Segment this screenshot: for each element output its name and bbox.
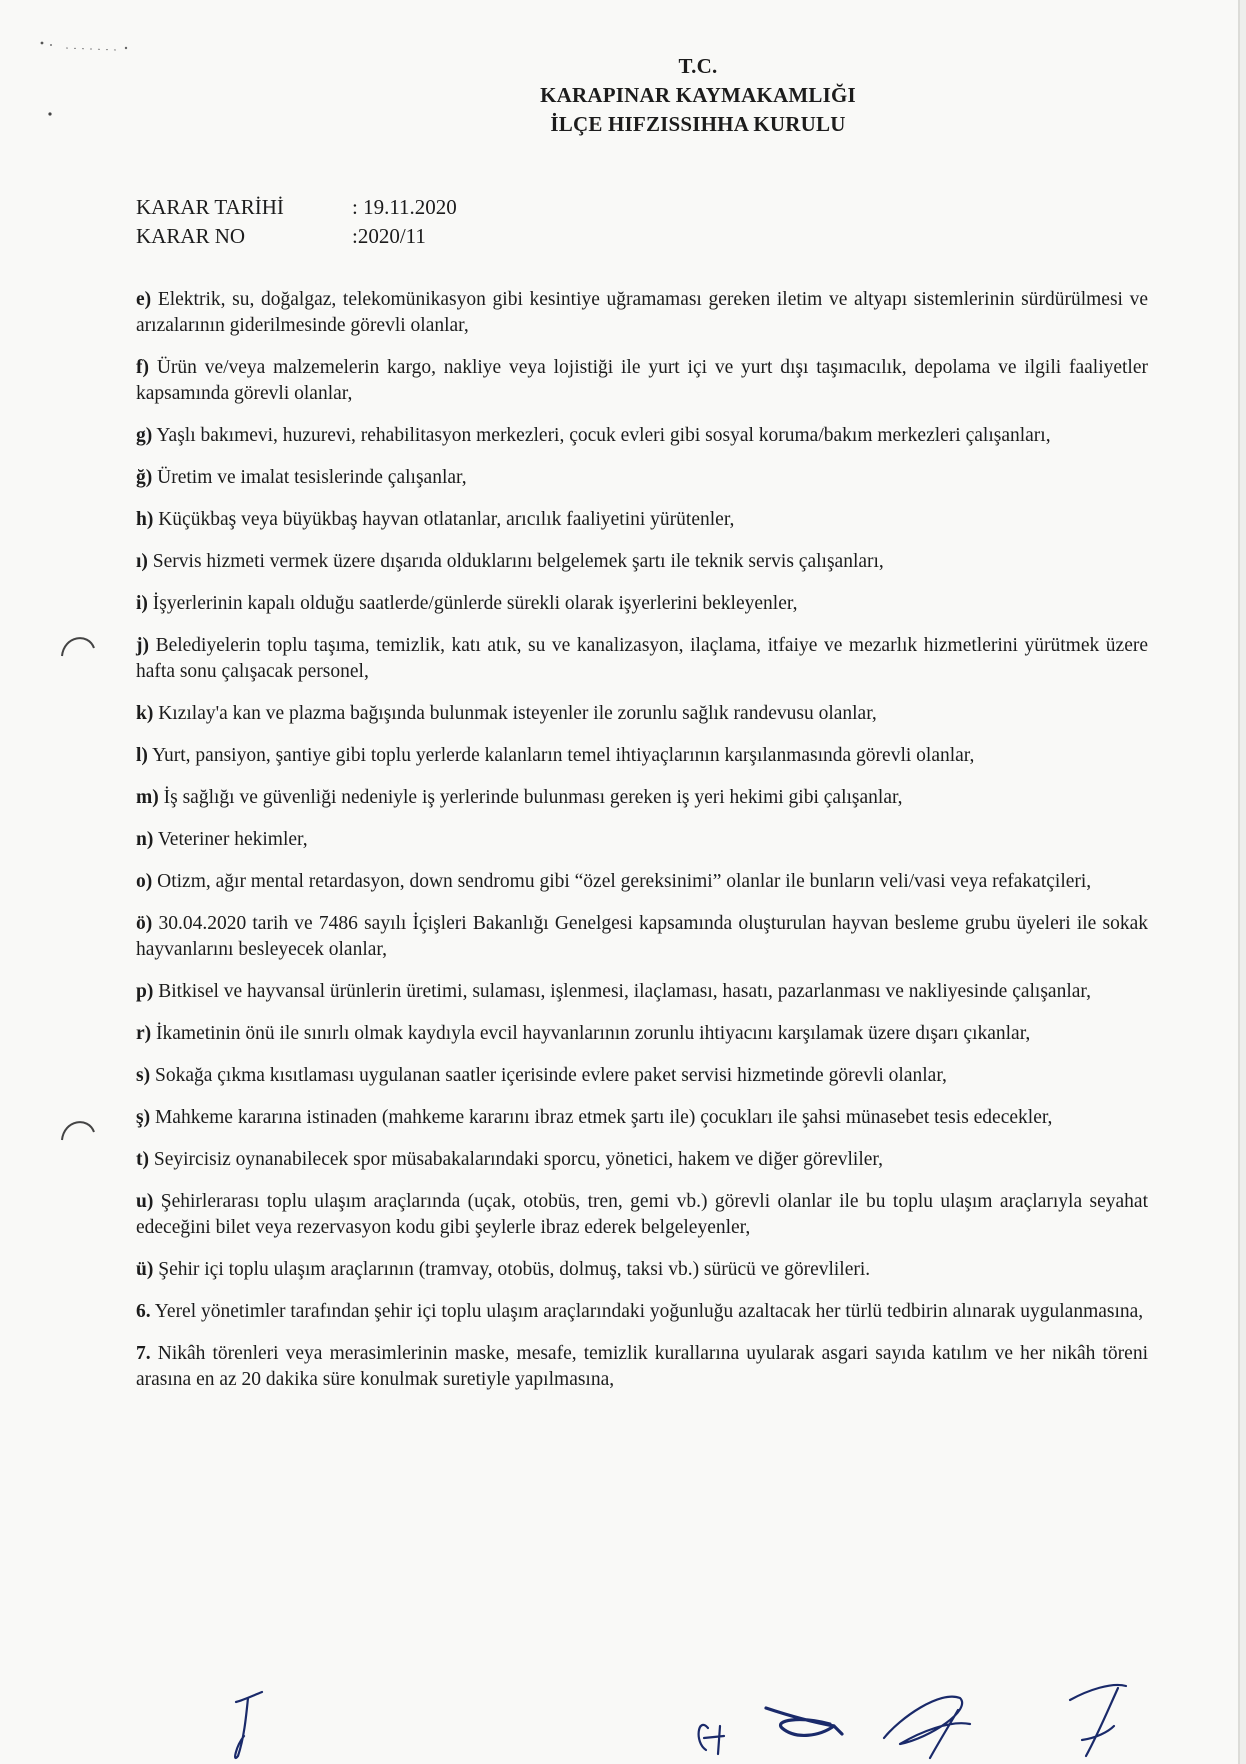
list-item-marker: f)	[136, 357, 149, 378]
list-item-marker: g)	[136, 425, 153, 446]
decision-number-label: KARAR NO	[136, 224, 246, 248]
signature-1	[235, 1692, 262, 1758]
list-item-marker: k)	[136, 703, 154, 724]
list-item	[136, 911, 1148, 963]
list-item-marker: m)	[136, 787, 159, 808]
list-item-text: Yerel yönetimler tarafından şehir içi toplu ulaşım araçlarındaki yoğunluğu azaltacak her türlü tedbirin alınarak uygulanmasına,	[154, 1301, 1144, 1322]
list-item	[136, 633, 1148, 685]
list-item	[136, 465, 1148, 491]
list-item	[136, 355, 1148, 407]
list-item-marker: o)	[136, 871, 153, 892]
list-item	[136, 591, 1148, 617]
punch-hole-mark	[58, 1110, 98, 1150]
list-item-text: Seyircisiz oynanabilecek spor müsabakalarındaki sporcu, yönetici, hakem ve diğer görevliler,	[153, 1149, 884, 1170]
list-item-marker: n)	[136, 829, 154, 850]
list-item	[136, 507, 1148, 533]
list-item	[136, 1341, 1148, 1393]
decision-meta	[136, 193, 457, 251]
list-item	[136, 979, 1148, 1005]
list-item-marker: ı)	[136, 551, 148, 572]
signature-3	[766, 1708, 842, 1735]
list-item	[136, 827, 1148, 853]
list-item-text: Yurt, pansiyon, şantiye gibi toplu yerlerde kalanların temel ihtiyaçlarının karşılanmasında görevli olanlar,	[152, 745, 975, 766]
list-item-marker: p)	[136, 981, 154, 1002]
list-item-text: Şehir içi toplu ulaşım araçlarının (tramvay, otobüs, dolmuş, taksi vb.) sürücü ve görevlileri.	[158, 1259, 871, 1280]
decision-date-label: KARAR TARİHİ	[136, 195, 284, 219]
list-item-text: Mahkeme kararına istinaden (mahkeme kararını ibraz etmek şartı ile) çocukları ile şahsi münasebet tesis edecekler,	[154, 1107, 1053, 1128]
list-item	[136, 1021, 1148, 1047]
list-item-marker: h)	[136, 509, 154, 530]
list-item-marker: ö)	[136, 913, 153, 934]
list-item-text: Üretim ve imalat tesislerinde çalışanlar,	[157, 467, 467, 488]
list-item	[136, 1189, 1148, 1241]
list-item-text: Ürün ve/veya malzemelerin kargo, nakliye veya lojistiği ile yurt içi ve yurt dışı taşımacılık, depolama ve ilgili faaliyetler kapsamında görevli olanlar,	[136, 357, 1148, 404]
list-item	[136, 869, 1148, 895]
list-item-marker: e)	[136, 289, 152, 310]
list-item	[136, 701, 1148, 727]
list-item-marker: s)	[136, 1065, 151, 1086]
list-item	[136, 549, 1148, 575]
list-item-marker: l)	[136, 745, 148, 766]
document-body	[136, 287, 1148, 1409]
document-header	[0, 52, 1246, 139]
list-item	[136, 743, 1148, 769]
list-item-text: 30.04.2020 tarih ve 7486 sayılı İçişleri Bakanlığı Genelgesi kapsamında oluşturulan hayvan besleme grubu üyeleri ile sokak hayvanlarını besleyecek olanlar,	[136, 913, 1148, 960]
list-item-marker: r)	[136, 1023, 152, 1044]
list-item-text: İşyerlerinin kapalı olduğu saatlerde/günlerde sürekli olarak işyerlerini bekleyenler,	[152, 593, 798, 614]
list-item	[136, 1063, 1148, 1089]
list-item-text: Veteriner hekimler,	[157, 829, 308, 850]
list-item-text: Bitkisel ve hayvansal ürünlerin üretimi, sulaması, işlenmesi, ilaçlaması, hasatı, pazarlanması ve nakliyesinde çalışanlar,	[158, 981, 1091, 1002]
list-item-marker: ş)	[136, 1107, 151, 1128]
signatures	[0, 1680, 1246, 1764]
list-item-text: Yaşlı bakımevi, huzurevi, rehabilitasyon merkezleri, çocuk evleri gibi sosyal koruma/bakım merkezleri çalışanları,	[156, 425, 1051, 446]
list-item	[136, 287, 1148, 339]
list-item-text: İkametinin önü ile sınırlı olmak kaydıyla evcil hayvanlarının zorunlu ihtiyacını karşılamak üzere dışarı çıkanlar,	[156, 1023, 1031, 1044]
list-item-marker: i)	[136, 593, 148, 614]
signature-5	[1070, 1685, 1126, 1756]
list-item-text: Otizm, ağır mental retardasyon, down sendromu gibi “özel gereksinimi” olanlar ile bunların veli/vasi veya refakatçileri,	[157, 871, 1092, 892]
list-item-text: Belediyelerin toplu taşıma, temizlik, katı atık, su ve kanalizasyon, ilaçlama, itfaiye ve mezarlık hizmetlerini yürütmek üzere hafta sonu çalışacak personel,	[136, 635, 1149, 682]
header-line-3: İLÇE HIFZISSIHHA KURULU	[550, 112, 846, 136]
header-line-2: KARAPINAR KAYMAKAMLIĞI	[540, 83, 856, 107]
list-item	[136, 1299, 1148, 1325]
decision-number-value: :2020/11	[352, 224, 426, 248]
punch-hole-mark	[58, 626, 98, 666]
signature-2	[699, 1725, 724, 1754]
list-item-text: İş sağlığı ve güvenliği nedeniyle iş yerlerinde bulunması gereken iş yeri hekimi gibi çalışanlar,	[163, 787, 903, 808]
list-item	[136, 1105, 1148, 1131]
list-item-marker: 6.	[136, 1301, 151, 1322]
list-item-text: Küçükbaş veya büyükbaş hayvan otlatanlar, arıcılık faaliyetini yürütenler,	[158, 509, 735, 530]
list-item	[136, 785, 1148, 811]
list-item	[136, 1147, 1148, 1173]
list-item-text: Şehirlerarası toplu ulaşım araçlarında (uçak, otobüs, tren, gemi vb.) görevli olanlar ile bu toplu ulaşım araçlarıyla seyahat edeceğini bilet veya rezervasyon kodu gibi şeylerle ibraz ederek belgeleyenler,	[136, 1191, 1148, 1238]
list-item-marker: t)	[136, 1149, 149, 1170]
list-item-marker: u)	[136, 1191, 154, 1212]
list-item	[136, 423, 1148, 449]
list-item-marker: ğ)	[136, 467, 153, 488]
list-item-marker: 7.	[136, 1343, 151, 1364]
list-item-marker: ü)	[136, 1259, 154, 1280]
decision-date-value: : 19.11.2020	[352, 195, 457, 219]
list-item-text: Kızılay'a kan ve plazma bağışında bulunmak isteyenler ile zorunlu sağlık randevusu olanlar,	[158, 703, 877, 724]
list-item-text: Sokağa çıkma kısıtlaması uygulanan saatler içerisinde evlere paket servisi hizmetinde görevli olanlar,	[154, 1065, 947, 1086]
signature-4	[884, 1697, 970, 1758]
list-item-text: Servis hizmeti vermek üzere dışarıda olduklarını belgelemek şartı ile teknik servis çalışanları,	[152, 551, 884, 572]
header-line-1: T.C.	[678, 54, 718, 78]
list-item	[136, 1257, 1148, 1283]
list-item-text: Nikâh törenleri veya merasimlerinin maske, mesafe, temizlik kurallarına uyularak asgari sayıda katılım ve her nikâh töreni arasına en az 20 dakika süre konulmak suretiyle yapılmasına,	[136, 1343, 1148, 1390]
list-item-marker: j)	[136, 635, 149, 656]
list-item-text: Elektrik, su, doğalgaz, telekomünikasyon gibi kesintiye uğramaması gereken iletim ve altyapı sistemlerinin sürdürülmesi ve arızalarının giderilmesinde görevli olanlar,	[136, 289, 1149, 336]
